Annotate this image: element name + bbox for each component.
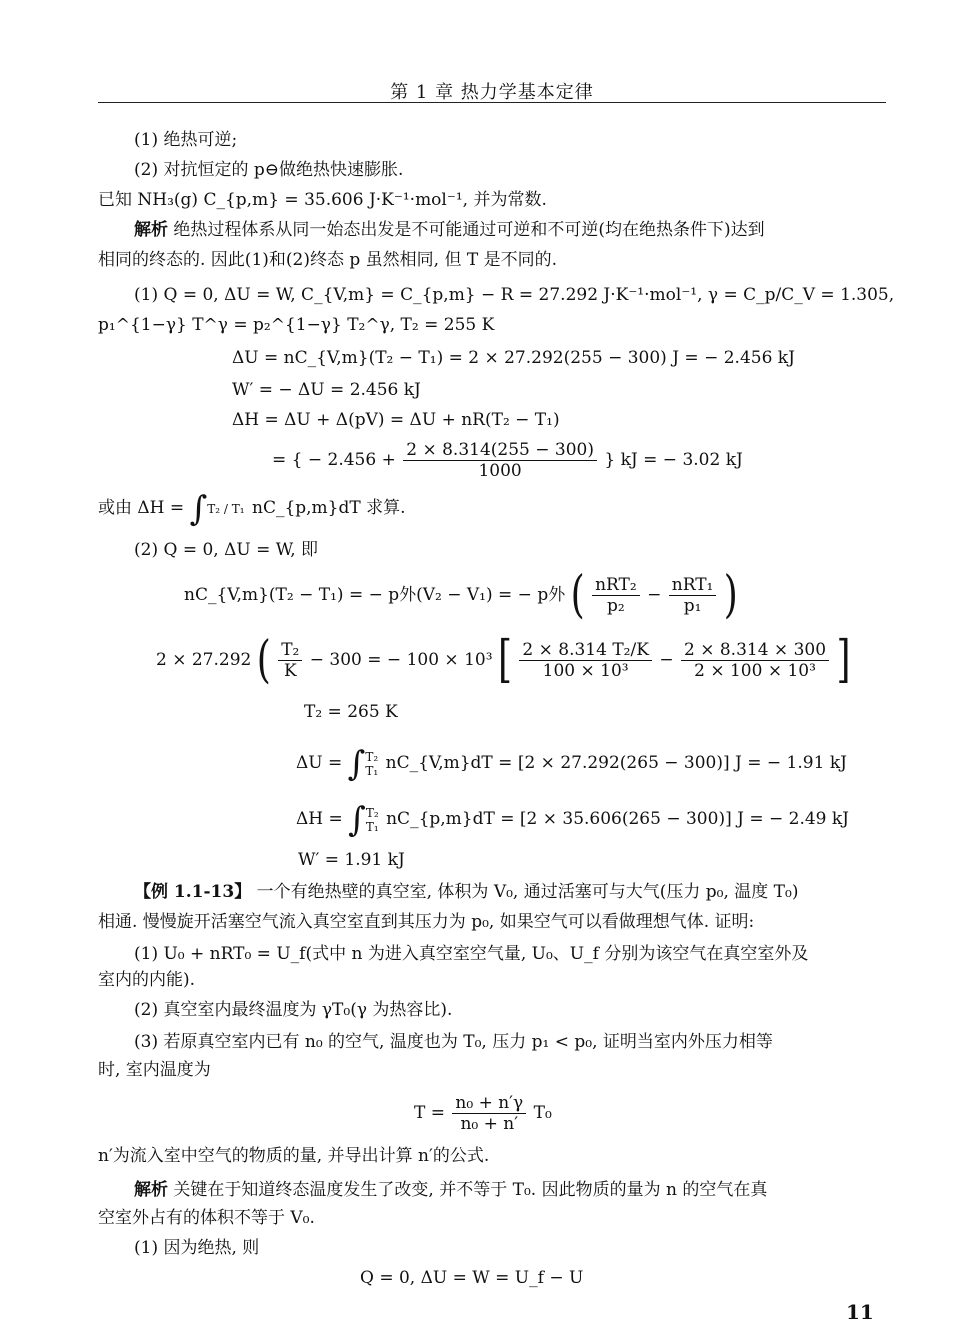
paren: ( bbox=[570, 566, 585, 624]
text-line: 相通. 慢慢旋开活塞空气流入真空室直到其压力为 p₀, 如果空气可以看做理想气体. 证明: bbox=[98, 912, 755, 932]
eq-part: ΔU = bbox=[296, 753, 343, 773]
text-span: 绝热过程体系从同一始态出发是不可能通过可逆和不可逆(均在绝热条件下)达到 bbox=[168, 220, 765, 240]
numerator: 2 × 8.314 × 300 bbox=[681, 640, 829, 661]
text-span: 一个有绝热壁的真空室, 体积为 V₀, 通过活塞可与大气(压力 p₀, 温度 T₀) bbox=[251, 882, 799, 902]
minus: − bbox=[647, 585, 662, 605]
numerator: nRT₁ bbox=[669, 575, 717, 596]
equation bbox=[184, 566, 738, 624]
running-header: 第 1 章 热力学基本定律 bbox=[390, 82, 594, 103]
paren: ( bbox=[256, 631, 271, 689]
numerator: T₂ bbox=[278, 640, 302, 661]
analysis-label: 解析 bbox=[134, 1180, 168, 1200]
integral-sign: ∫ bbox=[348, 799, 366, 840]
fraction bbox=[278, 640, 302, 681]
eq-part: nC_{V,m}dT = [2 × 27.292(265 − 300)] J = − 1.91 kJ bbox=[385, 753, 847, 773]
eq-part: } kJ = − 3.02 kJ bbox=[604, 450, 743, 470]
text-line: (1) 因为绝热, 则 bbox=[134, 1238, 260, 1258]
text-line: (2) Q = 0, ΔU = W, 即 bbox=[134, 540, 319, 560]
equation: W′ = − ΔU = 2.456 kJ bbox=[232, 380, 421, 400]
analysis-line bbox=[134, 1178, 886, 1202]
upper-limit: T₂ bbox=[365, 805, 379, 820]
minus: − bbox=[659, 650, 674, 670]
fraction bbox=[681, 640, 829, 681]
text-line: p₁^{1−γ} T^γ = p₂^{1−γ} T₂^γ, T₂ = 255 K bbox=[98, 315, 495, 335]
eq-part: T = bbox=[414, 1103, 445, 1123]
equation bbox=[296, 796, 849, 842]
equation: T₂ = 265 K bbox=[304, 702, 398, 722]
equation: W′ = 1.91 kJ bbox=[298, 850, 405, 870]
text-line: 时, 室内温度为 bbox=[98, 1060, 211, 1080]
denominator: n₀ + n′ bbox=[460, 1114, 519, 1134]
lower-limit: T₁ bbox=[365, 763, 379, 778]
denominator: 100 × 10³ bbox=[542, 661, 629, 681]
analysis-label: 解析 bbox=[134, 220, 168, 240]
example-label: 【例 1.1-13】 bbox=[134, 882, 252, 902]
text-line: 空室外占有的体积不等于 V₀. bbox=[98, 1208, 315, 1228]
bracket: ] bbox=[836, 631, 851, 689]
equation: ΔH = ΔU + Δ(pV) = ΔU + nR(T₂ − T₁) bbox=[232, 410, 560, 430]
equation bbox=[296, 740, 847, 786]
denominator: 1000 bbox=[478, 461, 522, 481]
integral-limits bbox=[365, 750, 378, 778]
integral-limits: T₂ / T₁ bbox=[207, 501, 245, 516]
text-line: (1) U₀ + nRT₀ = U_f(式中 n 为进入真空室空气量, U₀、U_f 分别为该空气在真空室外及 bbox=[134, 944, 809, 964]
text-line: 相同的终态的. 因此(1)和(2)终态 p 虽然相同, 但 T 是不同的. bbox=[98, 250, 558, 270]
text-span: 或由 ΔH = bbox=[98, 498, 185, 518]
header-rule bbox=[98, 102, 886, 103]
integral-sign: ∫ bbox=[189, 488, 208, 529]
denominator: 2 × 100 × 10³ bbox=[694, 661, 816, 681]
eq-part: = { − 2.456 + bbox=[272, 450, 396, 470]
lower-limit: T₁ bbox=[365, 819, 379, 834]
bracket: [ bbox=[497, 631, 512, 689]
fraction bbox=[669, 575, 717, 616]
numerator: nRT₂ bbox=[592, 575, 640, 596]
equation: Q = 0, ΔU = W = U_f − U bbox=[360, 1268, 584, 1288]
text-line: (2) 对抗恒定的 p⊖做绝热快速膨胀. bbox=[134, 160, 404, 180]
analysis-line bbox=[134, 218, 886, 242]
eq-part: nC_{V,m}(T₂ − T₁) = − p外(V₂ − V₁) = − p外 bbox=[184, 585, 566, 605]
denominator: p₂ bbox=[607, 596, 625, 616]
text-span: nC_{p,m}dT 求算. bbox=[252, 498, 406, 518]
numerator: n₀ + n′γ bbox=[452, 1093, 526, 1114]
integral-sign: ∫ bbox=[347, 743, 366, 784]
fraction bbox=[403, 440, 597, 481]
paren: ) bbox=[723, 566, 738, 624]
text-line: (1) Q = 0, ΔU = W, C_{V,m} = C_{p,m} − R = 27.292 J·K⁻¹·mol⁻¹, γ = C_p/C_V = 1.305, bbox=[134, 285, 895, 305]
upper-limit: T₂ bbox=[365, 749, 379, 764]
text-line: 室内的内能). bbox=[98, 970, 196, 990]
eq-part: T₀ bbox=[533, 1103, 552, 1123]
text-line: n′为流入室中空气的物质的量, 并导出计算 n′的公式. bbox=[98, 1146, 490, 1166]
text-line: (1) 绝热可逆; bbox=[134, 130, 238, 150]
eq-part: − 300 = − 100 × 10³ bbox=[309, 650, 493, 670]
eq-part: nC_{p,m}dT = [2 × 35.606(265 − 300)] J = − 2.49 kJ bbox=[386, 809, 849, 829]
fraction bbox=[592, 575, 640, 616]
denominator: K bbox=[283, 661, 297, 681]
numerator: 2 × 8.314 T₂/K bbox=[519, 640, 652, 661]
text-line: (3) 若原真空室内已有 n₀ 的空气, 温度也为 T₀, 压力 p₁ < p₀, 证明当室内外压力相等 bbox=[134, 1032, 773, 1052]
fraction bbox=[519, 640, 652, 681]
text-line: (2) 真空室内最终温度为 γT₀(γ 为热容比). bbox=[134, 1000, 453, 1020]
text-span: 关键在于知道终态温度发生了改变, 并不等于 T₀. 因此物质的量为 n 的空气在真 bbox=[168, 1180, 768, 1200]
equation bbox=[414, 1090, 552, 1136]
eq-part: 2 × 27.292 bbox=[156, 650, 252, 670]
text-line: 已知 NH₃(g) C_{p,m} = 35.606 J·K⁻¹·mol⁻¹, 并为常数. bbox=[98, 190, 547, 210]
example-line bbox=[134, 880, 886, 904]
numerator: 2 × 8.314(255 − 300) bbox=[403, 440, 597, 461]
equation bbox=[156, 630, 850, 690]
page-number: 11 bbox=[846, 1300, 874, 1324]
text-line bbox=[98, 488, 886, 528]
eq-part: ΔH = bbox=[296, 809, 343, 829]
equation: ΔU = nC_{V,m}(T₂ − T₁) = 2 × 27.292(255 − 300) J = − 2.456 kJ bbox=[232, 348, 795, 368]
equation bbox=[272, 436, 743, 484]
fraction bbox=[452, 1093, 526, 1134]
denominator: p₁ bbox=[683, 596, 702, 616]
integral-limits bbox=[366, 806, 379, 834]
